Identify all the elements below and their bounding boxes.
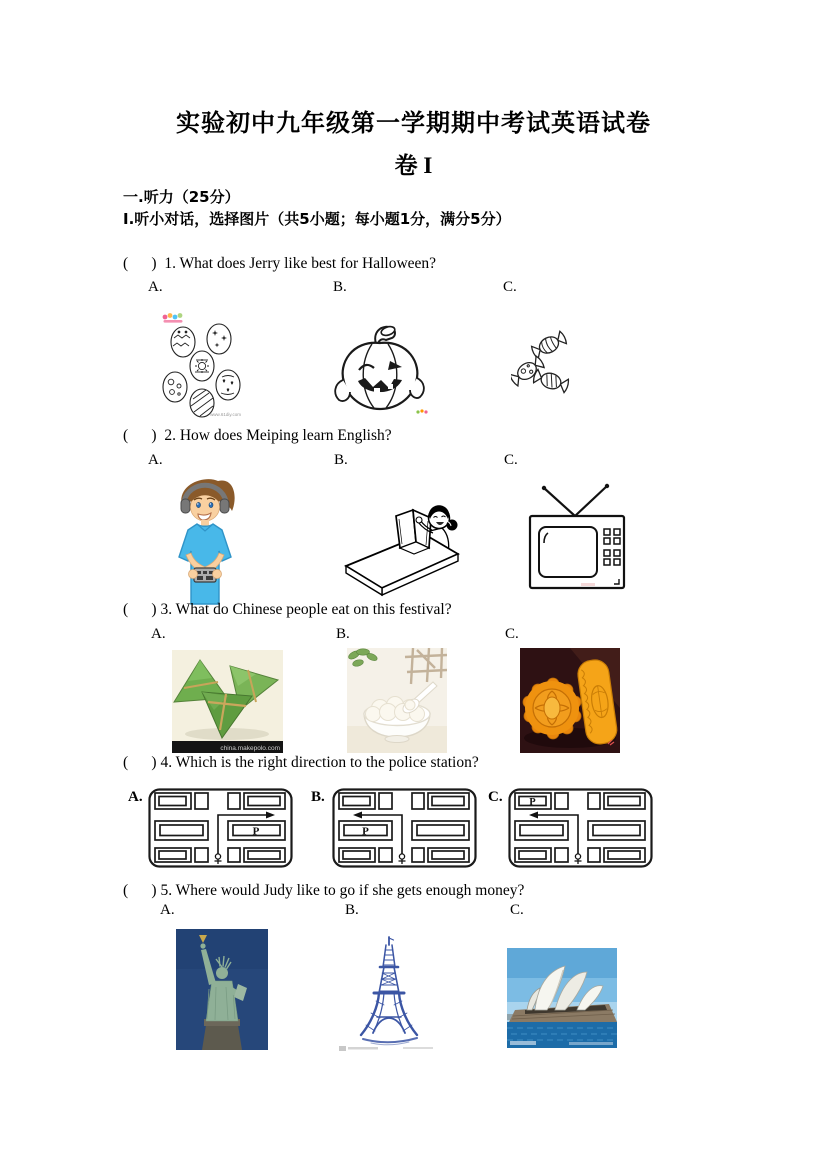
boy-listening-headphones-image	[168, 473, 242, 608]
q3-option-c-label: C.	[505, 626, 519, 642]
police-marker-c: P	[529, 796, 536, 808]
street-map-option-b	[332, 788, 477, 868]
sydney-opera-house-image	[507, 948, 617, 1048]
zongzi-image	[172, 650, 283, 753]
section-listening-header: 一.听力（25分）	[123, 188, 240, 206]
q5-option-c-label: C.	[510, 902, 524, 918]
eggs-watermark: www.61diy.com	[210, 412, 241, 417]
zongzi-watermark: china.makepolo.com	[220, 745, 280, 752]
jack-o-lantern-pumpkin-image	[330, 320, 430, 417]
question-2-text: ( ) 2. How does Meiping learn English?	[123, 427, 392, 444]
statue-of-liberty-image	[176, 929, 268, 1050]
q2-option-c-label: C.	[504, 452, 518, 468]
television-image	[527, 483, 627, 591]
q3-option-a-label: A.	[151, 626, 166, 642]
q5-option-a-label: A.	[160, 902, 175, 918]
q4-option-b-label: B.	[311, 789, 325, 805]
police-marker-b: P	[362, 825, 369, 838]
q2-option-a-label: A.	[148, 452, 163, 468]
q1-option-a-label: A.	[148, 279, 163, 295]
q1-option-b-label: B.	[333, 279, 347, 295]
section-picture-subheader: Ⅰ.听小对话，选择图片（共5小题；每小题1分，满分5分）	[123, 210, 511, 228]
q4-option-a-label: A.	[128, 789, 143, 805]
q4-option-c-label: C.	[488, 789, 503, 805]
question-5-text: ( ) 5. Where would Judy like to go if she gets enough money?	[123, 882, 525, 899]
page-title: 实验初中九年级第一学期期中考试英语试卷	[176, 109, 651, 137]
q2-option-b-label: B.	[334, 452, 348, 468]
question-4-text: ( ) 4. Which is the right direction to the police station?	[123, 754, 479, 771]
eiffel-tower-sketch-image	[337, 929, 440, 1056]
street-map-option-c	[508, 788, 653, 868]
tangyuan-image	[347, 648, 447, 753]
police-marker-a: P	[252, 825, 260, 838]
street-map-option-a	[148, 788, 293, 868]
question-1-text: ( ) 1. What does Jerry like best for Halloween?	[123, 255, 437, 272]
question-3-text: ( ) 3. What do Chinese people eat on this festival?	[123, 601, 452, 618]
q3-option-b-label: B.	[336, 626, 350, 642]
wrapped-candies-image	[511, 327, 573, 403]
girl-reading-book-image	[340, 492, 460, 602]
mooncakes-image	[520, 648, 620, 753]
easter-eggs-image	[158, 310, 243, 418]
volume-heading: 卷 I	[394, 153, 433, 178]
q1-option-c-label: C.	[503, 279, 517, 295]
q5-option-b-label: B.	[345, 902, 359, 918]
